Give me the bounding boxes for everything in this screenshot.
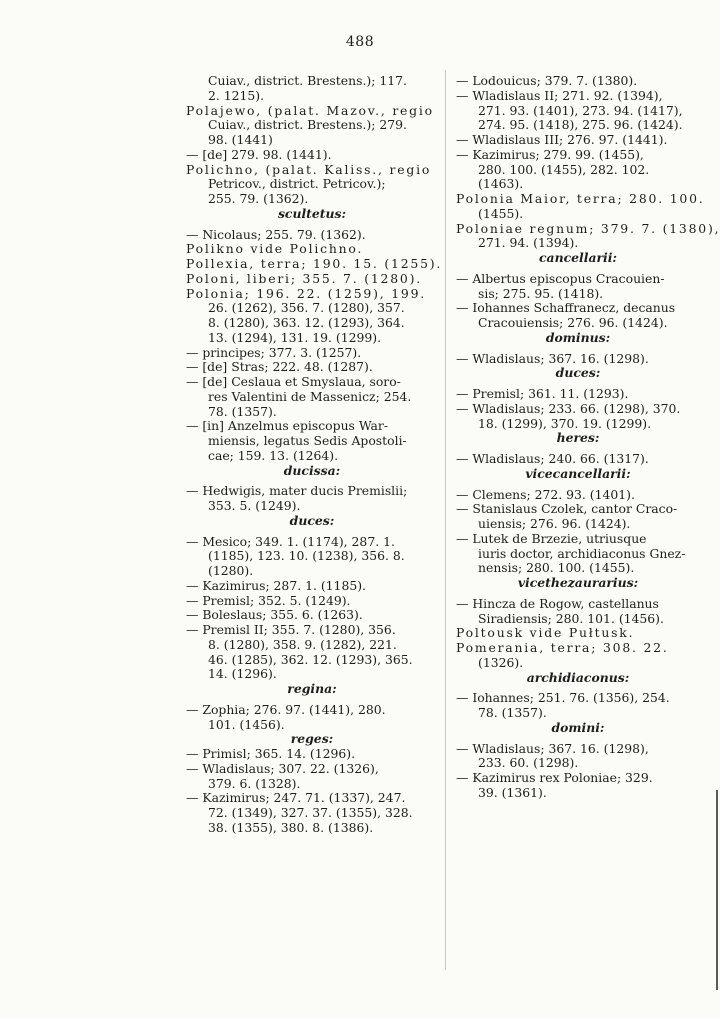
section-heading: archidiaconus:: [526, 669, 630, 685]
index-entry-line: 271. 94. (1394).: [478, 235, 579, 251]
index-entry-line: 274. 95. (1418), 275. 96. (1424).: [478, 117, 683, 133]
index-entry-line: 280. 100. (1455), 282. 102.: [478, 161, 650, 177]
index-entry-line: 38. (1355), 380. 8. (1386).: [208, 819, 374, 835]
index-entry-line: — Lutek de Brzezie, utriusque: [456, 530, 647, 546]
page-number: 488: [345, 34, 375, 50]
index-entry-line: Cuiav., district. Brestens.); 279.: [208, 117, 407, 133]
index-entry-line: — Wladislaus II; 271. 92. (1394),: [456, 87, 663, 103]
index-entry-line: — Wladislaus III; 276. 97. (1441).: [456, 132, 668, 147]
index-entry-line: Polajewo, (palat. Mazov., regio: [186, 102, 434, 118]
index-entry-line: — Premisl; 361. 11. (1293).: [456, 386, 629, 401]
index-entry-line: — Kazimirus; 247. 71. (1337), 247.: [186, 790, 406, 806]
index-entry-line: 98. (1441): [208, 132, 273, 147]
section-heading: regina:: [287, 681, 337, 696]
index-entry-line: Polonia; 196. 22. (1259), 199.: [186, 285, 426, 301]
index-entry-line: Poloni, liberi; 355. 7. (1280).: [186, 270, 422, 286]
index-entry-line: 13. (1294), 131. 19. (1299).: [208, 329, 382, 345]
index-entry-line: — Premisl; 352. 5. (1249).: [186, 592, 351, 608]
index-entry-line: (1463).: [478, 176, 524, 192]
section-heading: domini:: [551, 719, 605, 735]
index-entry-line: — Nicolaus; 255. 79. (1362).: [186, 226, 366, 242]
index-entry-line: — [de] Ceslaua et Smyslaua, soro-: [186, 374, 401, 389]
index-entry-line: 46. (1285), 362. 12. (1293), 365.: [208, 651, 413, 667]
index-entry-line: — Wladislaus; 367. 16. (1298),: [456, 740, 649, 756]
index-entry-line: — Kazimirus; 279. 99. (1455),: [456, 146, 644, 162]
index-entry-line: 101. (1456).: [208, 716, 285, 732]
index-entry-line: Petricov., district. Petricov.);: [208, 176, 386, 192]
index-entry-line: Polikno vide Polichno.: [186, 241, 364, 257]
index-entry-line: — Hincza de Rogow, castellanus: [456, 595, 659, 611]
index-entry-line: res Valentini de Massenicz; 254.: [208, 388, 412, 404]
index-entry-line: — Iohannes Schaffranecz, decanus: [456, 300, 676, 316]
section-heading: vicecancellarii:: [525, 465, 631, 481]
section-heading: cancellarii:: [539, 250, 617, 265]
index-entry-line: (1455).: [478, 205, 524, 221]
index-entry-line: 39. (1361).: [478, 784, 547, 800]
index-entry-line: — [de] Stras; 222. 48. (1287).: [186, 359, 373, 375]
section-heading: scultetus:: [277, 205, 347, 221]
index-entry-line: — Wladislaus; 307. 22. (1326),: [186, 760, 379, 776]
index-entry-line: — Wladislaus; 233. 66. (1298), 370.: [456, 400, 681, 416]
index-entry-line: 78. (1357).: [478, 705, 547, 720]
index-entry-line: 14. (1296).: [208, 666, 277, 682]
index-entry-line: — Kazimirus rex Poloniae; 329.: [456, 770, 653, 785]
section-heading: ducissa:: [283, 462, 341, 478]
index-entry-line: (1185), 123. 10. (1238), 356. 8.: [208, 548, 405, 564]
index-entry-line: 2. 1215).: [208, 87, 265, 103]
index-entry-line: (1326).: [478, 654, 524, 670]
index-entry-line: 379. 6. (1328).: [208, 775, 301, 791]
index-entry-line: Poltousk vide Pułtusk.: [456, 625, 635, 641]
index-entry-line: — Albertus episcopus Cracouien-: [456, 270, 665, 286]
section-heading: vicethezaurarius:: [517, 575, 639, 590]
section-heading: duces:: [555, 365, 601, 381]
index-entry-line: — Wladislaus; 367. 16. (1298).: [456, 350, 649, 366]
section-heading: duces:: [289, 512, 335, 528]
index-entry-line: 8. (1280), 358. 9. (1282), 221.: [208, 636, 397, 652]
index-entry-line: iuris doctor, archidiaconus Gnez-: [478, 545, 686, 561]
section-heading: dominus:: [545, 329, 611, 345]
index-entry-line: Siradiensis; 280. 101. (1456).: [478, 610, 664, 626]
index-entry-line: — Iohannes; 251. 76. (1356), 254.: [456, 690, 670, 706]
index-column-right: [456, 73, 720, 801]
index-entry-line: Cracouiensis; 276. 96. (1424).: [478, 315, 668, 330]
index-entry-line: cae; 159. 13. (1264).: [208, 447, 339, 463]
index-entry-line: — [de] 279. 98. (1441).: [186, 146, 332, 162]
column-divider: [445, 70, 446, 970]
index-entry-line: 271. 93. (1401), 273. 94. (1417),: [478, 102, 683, 118]
index-entry-line: Cuiav., district. Brestens.); 117.: [208, 73, 407, 88]
index-entry-line: — Kazimirus; 287. 1. (1185).: [186, 577, 366, 593]
index-entry-line: Pomerania, terra; 308. 22.: [456, 640, 669, 655]
index-entry-line: nensis; 280. 100. (1455).: [478, 560, 635, 576]
section-heading: reges:: [290, 731, 334, 747]
index-entry-line: — Lodouicus; 379. 7. (1380).: [456, 73, 638, 88]
index-entry-line: — Stanislaus Czolek, cantor Craco-: [456, 501, 678, 517]
index-entry-line: — Wladislaus; 240. 66. (1317).: [456, 451, 649, 466]
index-entry-line: — Zophia; 276. 97. (1441), 280.: [186, 701, 386, 717]
index-column-left: [186, 73, 443, 836]
index-entry-line: — principes; 377. 3. (1257).: [186, 344, 362, 360]
index-entry-line: miensis, legatus Sedis Apostoli-: [208, 433, 407, 448]
index-entry-line: 72. (1349), 327. 37. (1355), 328.: [208, 805, 413, 820]
index-entry-line: (1280).: [208, 563, 254, 578]
index-entry-line: — Clemens; 272. 93. (1401).: [456, 486, 635, 502]
index-entry-line: sis; 275. 95. (1418).: [478, 285, 604, 301]
index-entry-line: uiensis; 276. 96. (1424).: [478, 516, 631, 531]
index-entry-line: 26. (1262), 356. 7. (1280), 357.: [208, 300, 405, 316]
index-entry-line: — Premisl II; 355. 7. (1280), 356.: [186, 622, 396, 637]
index-entry-line: — Mesico; 349. 1. (1174), 287. 1.: [186, 533, 395, 549]
index-entry-line: Polichno, (palat. Kaliss., regio: [186, 161, 432, 177]
index-entry-line: 233. 60. (1298).: [478, 755, 579, 771]
index-entry-line: — [in] Anzelmus episcopus War-: [186, 418, 389, 434]
index-entry-line: — Boleslaus; 355. 6. (1263).: [186, 607, 363, 623]
index-entry-line: Poloniae regnum; 379. 7. (1380),: [456, 220, 720, 236]
index-entry-line: 78. (1357).: [208, 403, 277, 419]
index-entry-line: Polonia Maior, terra; 280. 100.: [456, 191, 705, 206]
index-entry-line: 18. (1299), 370. 19. (1299).: [478, 415, 652, 431]
index-entry-line: 255. 79. (1362).: [208, 191, 309, 206]
section-heading: heres:: [556, 430, 600, 446]
index-entry-line: — Primisl; 365. 14. (1296).: [186, 746, 356, 761]
page-edge-shadow: [716, 790, 718, 990]
index-entry-line: 353. 5. (1249).: [208, 498, 301, 513]
index-entry-line: Pollexia, terra; 190. 15. (1255).: [186, 256, 443, 271]
index-entry-line: — Hedwigis, mater ducis Premislii;: [186, 483, 408, 499]
index-entry-line: 8. (1280), 363. 12. (1293), 364.: [208, 315, 405, 330]
